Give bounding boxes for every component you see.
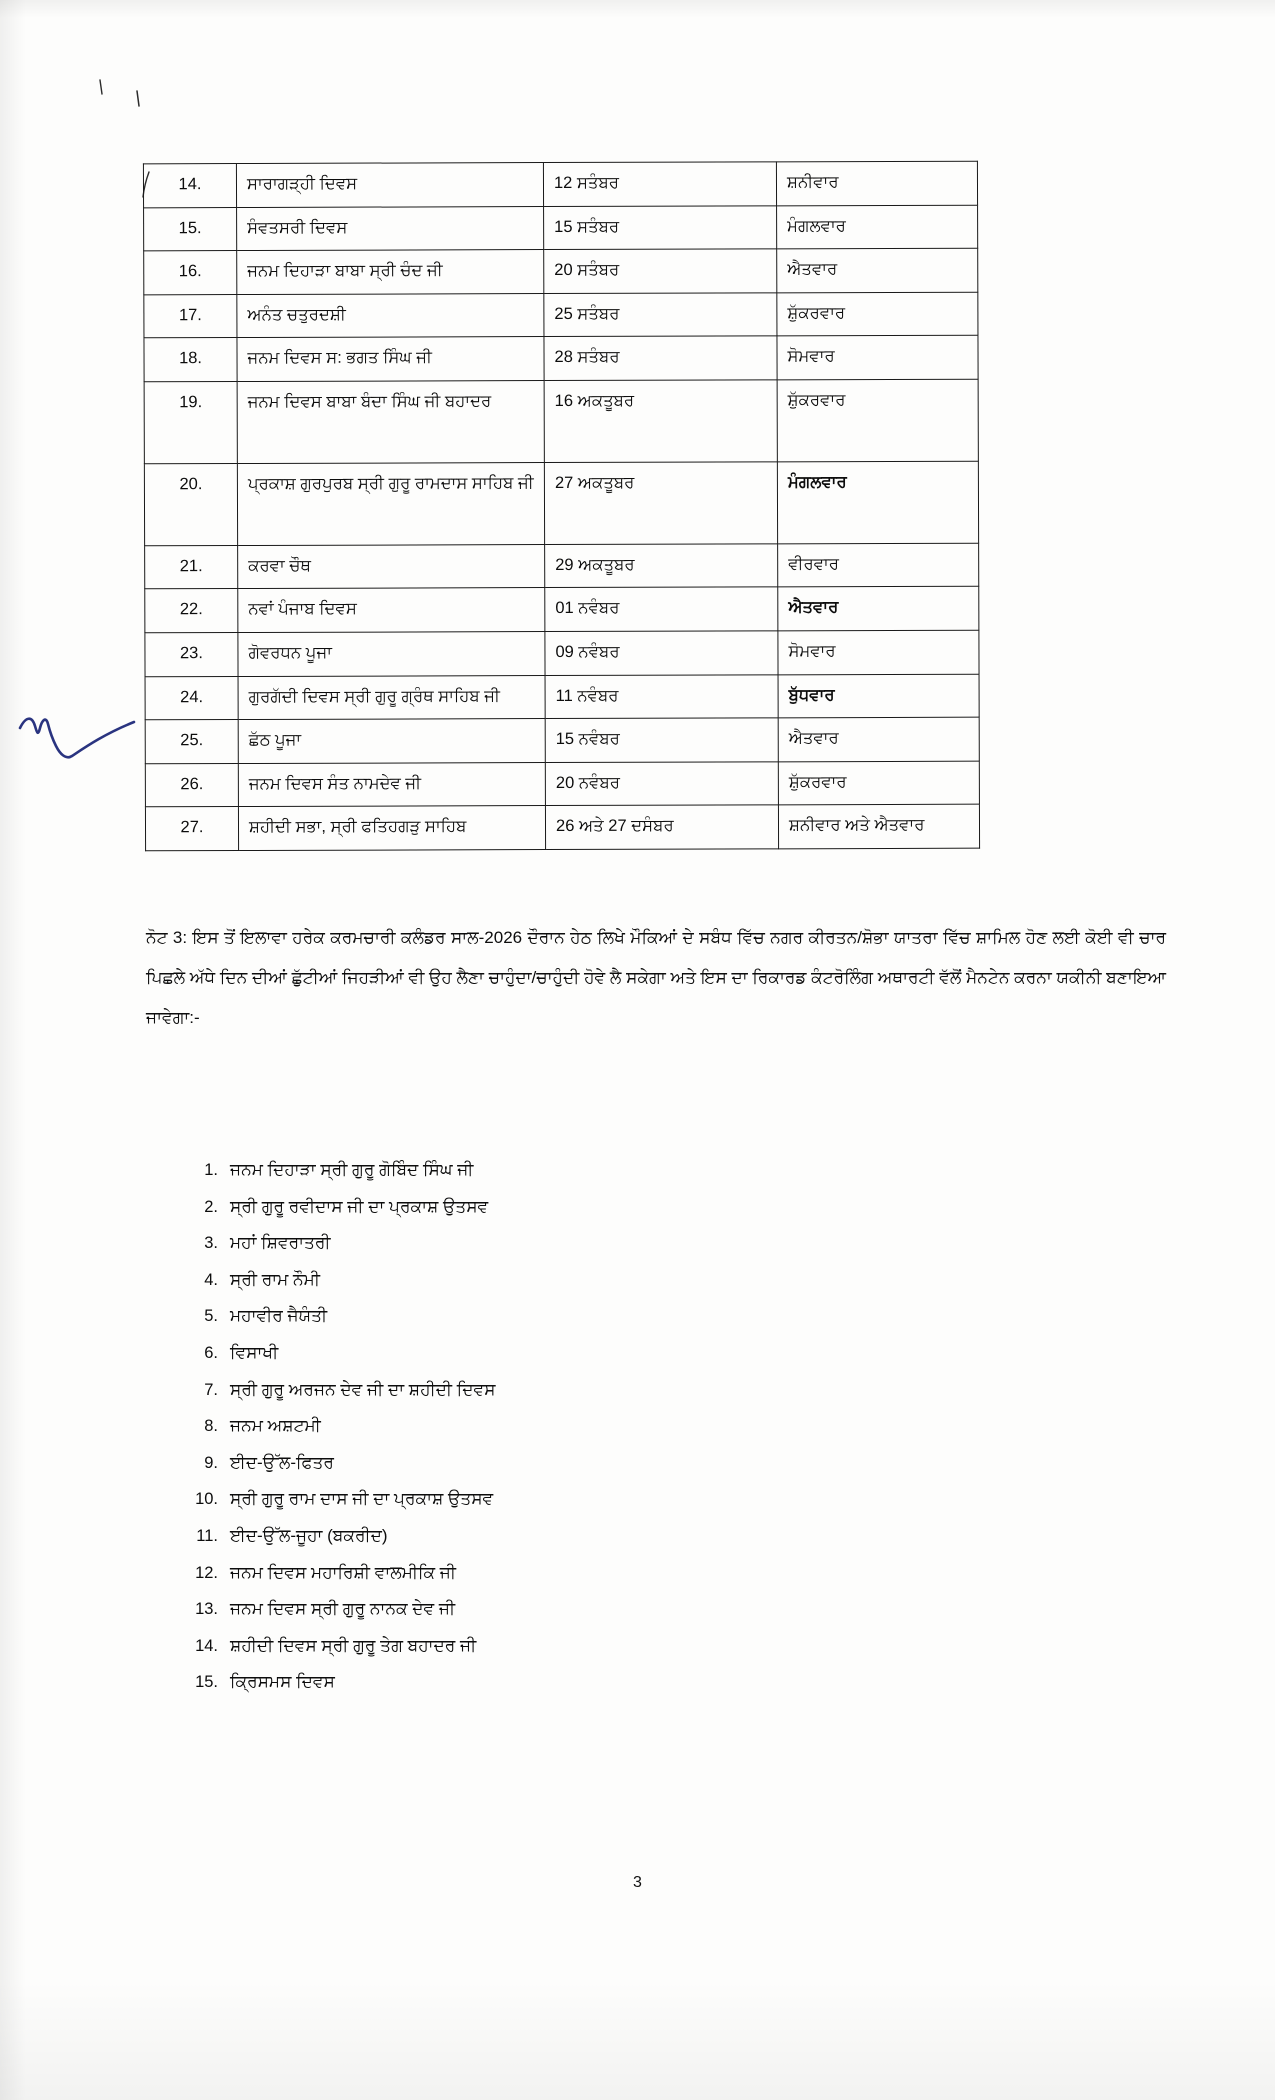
cell-occasion: ਛੱਠ ਪੂਜਾ xyxy=(238,719,545,764)
list-item-label: ਈਦ-ਉੱਲ-ਫਿਤਰ xyxy=(230,1452,334,1472)
list-item-label: ਸ਼ਹੀਦੀ ਦਿਵਸ ਸ੍ਰੀ ਗੁਰੂ ਤੇਗ ਬਹਾਦਰ ਜੀ xyxy=(230,1635,477,1655)
list-item-number: 5. xyxy=(204,1307,218,1326)
table-row xyxy=(144,292,978,338)
cell-day: ਸ਼ੁੱਕਰਵਾਰ xyxy=(778,761,979,805)
cell-serial-number: 17. xyxy=(144,294,237,338)
list-item xyxy=(176,1158,936,1182)
cell-day: ਵੀਰਵਾਰ xyxy=(778,543,979,587)
scan-shadow-top xyxy=(0,0,1275,18)
list-item-number: 8. xyxy=(204,1417,218,1436)
table-row xyxy=(145,630,979,676)
handwritten-signature-icon xyxy=(12,676,142,768)
list-item xyxy=(176,1451,936,1475)
pen-tick-mark-icon xyxy=(96,78,110,100)
cell-occasion: ਜਨਮ ਦਿਵਸ ਸੰਤ ਨਾਮਦੇਵ ਜੀ xyxy=(238,762,545,807)
list-item xyxy=(176,1231,936,1255)
note-paragraph xyxy=(146,918,1166,1038)
table-row xyxy=(143,161,977,207)
cell-serial-number: 26. xyxy=(145,763,238,807)
table-row xyxy=(145,717,979,763)
pen-tick-mark-icon xyxy=(132,88,148,114)
table-row xyxy=(144,461,978,546)
list-item-number: 13. xyxy=(195,1600,218,1619)
list-item-number: 6. xyxy=(204,1343,218,1362)
list-item-number: 11. xyxy=(196,1526,218,1545)
table-row xyxy=(144,205,978,251)
list-item xyxy=(176,1524,936,1548)
list-item-number: 3. xyxy=(204,1234,218,1253)
cell-date: 26 ਅਤੇ 27 ਦਸੰਬਰ xyxy=(545,805,778,849)
scan-shadow-bottom xyxy=(0,1980,1275,2100)
cell-day: ਸੋਮਵਾਰ xyxy=(777,335,978,379)
cell-day: ਸ਼ੁੱਕਰਵਾਰ xyxy=(777,292,978,336)
table-row xyxy=(145,761,979,807)
list-item xyxy=(176,1268,936,1292)
cell-day: ਐਤਵਾਰ xyxy=(778,587,979,631)
list-item-number: 2. xyxy=(204,1197,218,1216)
cell-day: ਐਤਵਾਰ xyxy=(778,717,979,761)
scan-shadow-left xyxy=(0,0,26,2100)
list-item-label: ਜਨਮ ਅਸ਼ਟਮੀ xyxy=(230,1416,321,1436)
list-item-label: ਸ੍ਰੀ ਗੁਰੂ ਅਰਜਨ ਦੇਵ ਜੀ ਦਾ ਸ਼ਹੀਦੀ ਦਿਵਸ xyxy=(230,1379,496,1399)
table-row xyxy=(145,543,979,589)
list-item-label: ਸ੍ਰੀ ਰਾਮ ਨੌਮੀ xyxy=(230,1269,320,1289)
holiday-schedule-table xyxy=(143,161,980,851)
cell-date: 12 ਸਤੰਬਰ xyxy=(543,162,776,206)
list-item-label: ਜਨਮ ਦਿਵਸ ਮਹਾਰਿਸ਼ੀ ਵਾਲਮੀਕਿ ਜੀ xyxy=(230,1562,457,1582)
cell-serial-number: 21. xyxy=(145,545,238,589)
list-item xyxy=(176,1195,936,1219)
cell-date: 09 ਨਵੰਬਰ xyxy=(545,631,778,675)
list-item xyxy=(176,1378,936,1402)
list-item xyxy=(176,1414,936,1438)
table-row xyxy=(145,587,979,633)
cell-date: 29 ਅਕਤੂਬਰ xyxy=(545,544,778,588)
cell-serial-number: 27. xyxy=(145,807,238,851)
list-item-number: 14. xyxy=(195,1636,218,1655)
list-item-number: 9. xyxy=(204,1453,218,1472)
cell-serial-number: 15. xyxy=(144,207,237,251)
cell-day: ਸੋਮਵਾਰ xyxy=(778,630,979,674)
cell-date: 25 ਸਤੰਬਰ xyxy=(544,293,777,337)
cell-occasion: ਜਨਮ ਦਿਹਾੜਾ ਬਾਬਾ ਸ੍ਰੀ ਚੰਦ ਜੀ xyxy=(237,250,544,295)
cell-occasion: ਕਰਵਾ ਚੌਥ xyxy=(238,544,545,589)
list-item-number: 7. xyxy=(204,1380,218,1399)
note-label: ਨੋਟ 3: xyxy=(146,928,188,947)
cell-day: ਬੁੱਧਵਾਰ xyxy=(778,674,979,718)
page-number: 3 xyxy=(633,1874,642,1891)
cell-date: 16 ਅਕਤੂਬਰ xyxy=(544,380,777,463)
list-item-label: ਜਨਮ ਦਿਵਸ ਸ੍ਰੀ ਗੁਰੂ ਨਾਨਕ ਦੇਵ ਜੀ xyxy=(230,1599,456,1619)
list-item-number: 4. xyxy=(204,1270,218,1289)
cell-occasion: ਨਵਾਂ ਪੰਜਾਬ ਦਿਵਸ xyxy=(238,588,545,633)
list-item xyxy=(176,1487,936,1511)
cell-date: 01 ਨਵੰਬਰ xyxy=(545,587,778,631)
list-item-label: ਮਹਾਵੀਰ ਜੈਯੰਤੀ xyxy=(230,1306,328,1326)
cell-serial-number: 16. xyxy=(144,251,237,295)
cell-occasion: ਗੁਰਗੱਦੀ ਦਿਵਸ ਸ੍ਰੀ ਗੁਰੂ ਗ੍ਰੰਥ ਸਾਹਿਬ ਜੀ xyxy=(238,675,545,720)
cell-occasion: ਗੋਵਰਧਨ ਪੂਜਾ xyxy=(238,631,545,676)
list-item xyxy=(176,1341,936,1365)
cell-date: 27 ਅਕਤੂਬਰ xyxy=(544,462,777,545)
table-row xyxy=(145,674,979,720)
cell-day: ਸ਼ਨੀਵਾਰ ਅਤੇ ਐਤਵਾਰ xyxy=(778,804,979,848)
list-item xyxy=(176,1670,936,1694)
table-row xyxy=(144,335,978,381)
cell-date: 20 ਸਤੰਬਰ xyxy=(544,249,777,293)
table-row xyxy=(144,248,978,294)
cell-date: 15 ਸਤੰਬਰ xyxy=(544,205,777,249)
cell-serial-number: 20. xyxy=(144,463,237,545)
table-body xyxy=(143,161,979,850)
cell-serial-number: 19. xyxy=(144,381,237,463)
cell-serial-number: 22. xyxy=(145,589,238,633)
cell-date: 28 ਸਤੰਬਰ xyxy=(544,336,777,380)
cell-day: ਮੰਗਲਵਾਰ xyxy=(777,205,978,249)
list-item-label: ਕ੍ਰਿਸਮਸ ਦਿਵਸ xyxy=(230,1672,335,1692)
list-item xyxy=(176,1634,936,1658)
list-item-number: 12. xyxy=(195,1563,218,1582)
cell-occasion: ਜਨਮ ਦਿਵਸ ਬਾਬਾ ਬੰਦਾ ਸਿੰਘ ਜੀ ਬਹਾਦਰ xyxy=(237,380,544,463)
occasion-list xyxy=(176,1158,936,1707)
cell-serial-number: 25. xyxy=(145,720,238,764)
list-item xyxy=(176,1561,936,1585)
cell-occasion: ਸਾਰਾਗੜ੍ਹੀ ਦਿਵਸ xyxy=(236,163,543,208)
cell-occasion: ਸ਼ਹੀਦੀ ਸਭਾ, ਸ੍ਰੀ ਫਤਿਹਗੜੁ ਸਾਹਿਬ xyxy=(238,806,545,851)
table-row xyxy=(145,804,979,850)
cell-date: 15 ਨਵੰਬਰ xyxy=(545,718,778,762)
table-row xyxy=(144,379,978,464)
cell-day: ਐਤਵਾਰ xyxy=(777,248,978,292)
list-item-label: ਵਿਸਾਖੀ xyxy=(230,1342,279,1362)
list-item-label: ਜਨਮ ਦਿਹਾੜਾ ਸ੍ਰੀ ਗੁਰੂ ਗੋਬਿੰਦ ਸਿੰਘ ਜੀ xyxy=(230,1160,474,1179)
cell-day: ਸ਼ਨੀਵਾਰ xyxy=(776,161,977,205)
list-item-label: ਮਹਾਂ ਸ਼ਿਵਰਾਤਰੀ xyxy=(230,1233,331,1253)
cell-day: ਸ਼ੁੱਕਰਵਾਰ xyxy=(777,379,978,462)
list-item-number: 15. xyxy=(195,1673,218,1692)
list-item-number: 1. xyxy=(204,1161,218,1179)
cell-serial-number: 24. xyxy=(145,676,238,720)
cell-date: 11 ਨਵੰਬਰ xyxy=(545,674,778,718)
list-item-label: ਈਦ-ਉੱਲ-ਜੂਹਾ (ਬਕਰੀਦ) xyxy=(230,1525,388,1545)
list-item xyxy=(176,1304,936,1328)
list-item-label: ਸ੍ਰੀ ਗੁਰੂ ਰਾਮ ਦਾਸ ਜੀ ਦਾ ਪ੍ਰਕਾਸ਼ ਉਤਸਵ xyxy=(230,1489,494,1509)
cell-occasion: ਸੰਵਤਸਰੀ ਦਿਵਸ xyxy=(237,206,544,251)
cell-serial-number: 23. xyxy=(145,632,238,676)
cell-day: ਮੰਗਲਵਾਰ xyxy=(777,461,978,544)
note-text: ਇਸ ਤੋਂ ਇਲਾਵਾ ਹਰੇਕ ਕਰਮਚਾਰੀ ਕਲੰਡਰ ਸਾਲ-2026 ਦੌਰਾਨ ਹੇਠ ਲਿਖੇ ਮੌਕਿਆਂ ਦੇ ਸਬੰਧ ਵਿੱਚ ਨਗਰ ਕੀਰਤਨ/ਸ਼ੋਭਾ ਯਾਤਰਾ ਵਿੱਚ ਸ਼ਾਮਿਲ ਹੋਣ ਲਈ ਕੋਈ ਵੀ ਚਾਰ ਪਿਛਲੇ ਅੱਧੇ ਦਿਨ ਦੀਆਂ ਛੁੱਟੀਆਂ ਜਿਹੜੀਆਂ ਵੀ ਉਹ ਲੈਣਾ ਚਾਹੁੰਦਾ/ਚਾਹੁੰਦੀ ਹੋਵੇ ਲੈ ਸਕੇਗਾ ਅਤੇ ਇਸ ਦਾ ਰਿਕਾਰਡ ਕੰਟਰੋਲਿੰਗ ਅਥਾਰਟੀ ਵੱਲੋਂ ਮੈਨਟੇਨ ਕਰਨਾ ਯਕੀਨੀ ਬਣਾਇਆ ਜਾਵੇਗਾ:- xyxy=(146,928,1166,1027)
cell-occasion: ਅਨੰਤ ਚਤੁਰਦਸ਼ੀ xyxy=(237,293,544,338)
list-item xyxy=(176,1597,936,1621)
list-item-label: ਸ੍ਰੀ ਗੁਰੂ ਰਵੀਦਾਸ ਜੀ ਦਾ ਪ੍ਰਕਾਸ਼ ਉਤਸਵ xyxy=(230,1196,489,1216)
list-item-number: 10. xyxy=(195,1490,218,1509)
cell-serial-number: 18. xyxy=(144,338,237,382)
cell-occasion: ਜਨਮ ਦਿਵਸ ਸ: ਭਗਤ ਸਿੰਘ ਜੀ xyxy=(237,337,544,382)
cell-date: 20 ਨਵੰਬਰ xyxy=(545,761,778,805)
cell-serial-number: 14. xyxy=(143,164,236,208)
cell-occasion: ਪ੍ਰਕਾਸ਼ ਗੁਰਪੁਰਬ ਸ੍ਰੀ ਗੁਰੂ ਰਾਮਦਾਸ ਸਾਹਿਬ ਜੀ xyxy=(237,462,544,545)
